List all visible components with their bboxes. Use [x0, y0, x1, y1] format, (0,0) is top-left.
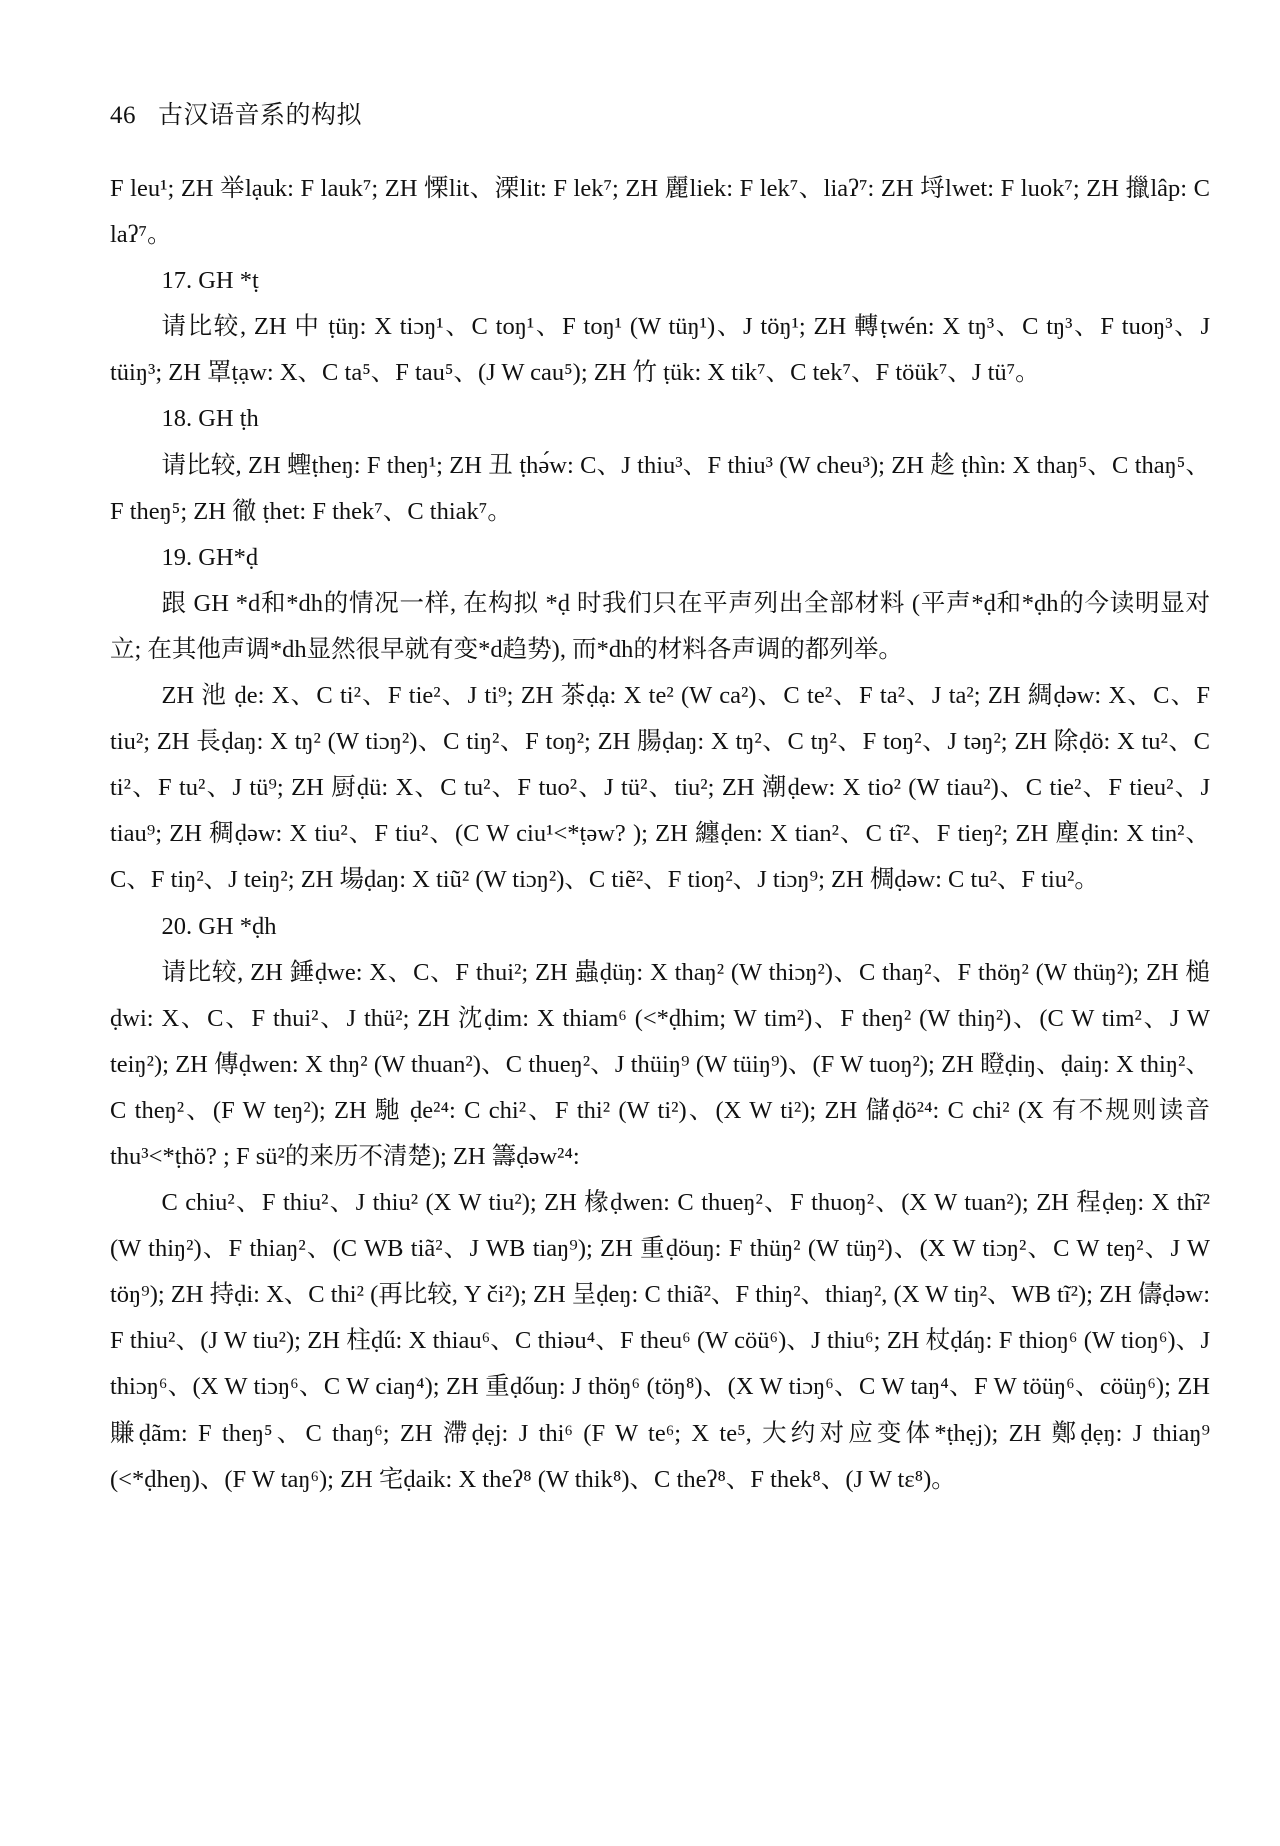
paragraph: 跟 GH *d和*dh的情况一样, 在构拟 *ḍ 时我们只在平声列出全部材料 (平声*ḍ和*ḍh的今读明显对立; 在其他声调*dh显然很早就有变*d趋势), 而*dh的材料各声调的都列举。 [110, 589, 1210, 663]
running-title: 古汉语音系的构拟 [158, 102, 363, 129]
section-heading: 18. GH ṭh [161, 405, 259, 433]
paragraph: ZH 池 ḍe: X、C ti²、F tie²、J ti⁹; ZH 茶ḍạ: X te² (W ca²)、C te²、F ta²、J ta²; ZH 綢ḍəw: X、C、F tiu²; ZH 長ḍaŋ: X tŋ² (W tiɔŋ²)、C tiŋ²、F toŋ²; ZH 腸ḍaŋ: X tŋ²、C tŋ²、F toŋ²、J təŋ²; ZH 除ḍö: X tu²、C ti²、F tu²、J tü⁹; ZH 厨ḍü: X、C tu²、F tuo²、J tü²、tiu²; ZH 潮ḍew: X tio² (W tiau²)、C tie²、F tieu²、J tiau⁹; ZH 稠ḍəw: X tiu²、F tiu²、(C W ciu¹<*ṭəw? ); ZH 纏ḍen: X tian²、C tĩ²、F tieŋ²; ZH 塵ḍin: X tin²、C、F tiŋ²、J teiŋ²; ZH 場ḍaŋ: X tiũ² (W tiɔŋ²)、C tiẽ²、F tioŋ²、J tiɔŋ⁹; ZH 椆ḍəw: C tu²、F tiu²。 [110, 682, 1210, 894]
section-heading: 20. GH *ḍh [161, 912, 277, 940]
paragraph: C chiu²、F thiu²、J thiu² (X W tiu²); ZH 椽ḍwen: C thueŋ²、F thuoŋ²、(X W tuan²); ZH 程ḍeŋ: X thĩ² (W thiŋ²)、F thiaŋ²、(C WB tiã²、J WB tiaŋ⁹); ZH 重ḍöuŋ: F thüŋ² (W tüŋ²)、(X W tiɔŋ²、C W teŋ²、J W töŋ⁹); ZH 持ḍi: X、C thi² (再比较, Y či²); ZH 呈ḍeŋ: C thiã²、F thiŋ²、thiaŋ², (X W tiŋ²、WB tĩ²); ZH 儔ḍəw: F thiu²、(J W tiu²); ZH 柱ḍű: X thiau⁶、C thiəu⁴、F theu⁶ (W cöü⁶)、J thiu⁶; ZH 杖ḍáŋ: F thioŋ⁶ (W tioŋ⁶)、J thiɔŋ⁶、(X W tiɔŋ⁶、C W ciaŋ⁴); ZH 重ḍőuŋ: J thöŋ⁶ (töŋ⁸)、(X W tiɔŋ⁶、C W taŋ⁴、F W töüŋ⁶、cöüŋ⁶); ZH 賺ḍãm: F theŋ⁵、C thaŋ⁶; ZH 滯ḍẹj: J thi⁶ (F W te⁶; X te⁵, 大约对应变体*ṭhẹj); ZH 鄭ḍẹŋ: J thiaŋ⁹ (<*ḍheŋ)、(F W taŋ⁶); ZH 宅ḍaik: X theʔ⁸ (W thik⁸)、C theʔ⁸、F thek⁸、(J W tɛ⁸)。 [110, 1189, 1211, 1493]
paragraph: F leu¹; ZH 举lạuk: F lauk⁷; ZH 慄lit、溧lit: F lek⁷; ZH 麗liek: F lek⁷、liaʔ⁷: ZH 埒lwet: F luok⁷; ZH 擸lâp: C laʔ⁷。 [110, 175, 1210, 249]
paragraph: 请比较, ZH 蟶ṭheŋ: F theŋ¹; ZH 丑 ṭhə́w: C、J thiu³、F thiu³ (W cheu³); ZH 趁 ṭhìn: X thaŋ⁵、C thaŋ⁵、F theŋ⁵; ZH 徹 ṭhet: F thek⁷、C thiak⁷。 [110, 451, 1210, 525]
page-number: 46 [110, 102, 136, 129]
section-heading: 19. GH*ḍ [161, 543, 259, 571]
paragraph: 请比较, ZH 中 ṭüŋ: X tiɔŋ¹、C toŋ¹、F toŋ¹ (W tüŋ¹)、J töŋ¹; ZH 轉ṭwén: X tŋ³、C tŋ³、F tuoŋ³、J tüiŋ³; ZH 罩ṭạw: X、C ta⁵、F tau⁵、(J W cau⁵); ZH 竹 ṭük: X tik⁷、C tek⁷、F töük⁷、J tü⁷。 [110, 313, 1210, 387]
section-heading: 17. GH *ṭ [161, 267, 259, 295]
body-text [110, 166, 1210, 1503]
paragraph: 请比较, ZH 錘ḍwe: X、C、F thui²; ZH 蟲ḍüŋ: X thaŋ² (W thiɔŋ²)、C thaŋ²、F thöŋ² (W thüŋ²); ZH 槌ḍwi: X、C、F thui²、J thü²; ZH 沈ḍim: X thiam⁶ (<*ḍhim; W tim²)、F theŋ² (W thiŋ²)、(C W tim²、J W teiŋ²); ZH 傳ḍwen: X thŋ² (W thuan²)、C thueŋ²、J thüiŋ⁹ (W tüiŋ⁹)、(F W tuoŋ²); ZH 瞪ḍiŋ、ḍaiŋ: X thiŋ²、C theŋ²、(F W teŋ²); ZH 馳 ḍe²⁴: C chi²、F thi² (W ti²)、(X W ti²); ZH 儲ḍö²⁴: C chi² (X 有不规则读音thu³<*ṭhö? ; F sü²的来历不清楚); ZH 籌ḍəw²⁴: [110, 958, 1210, 1170]
running-head [110, 96, 1210, 136]
